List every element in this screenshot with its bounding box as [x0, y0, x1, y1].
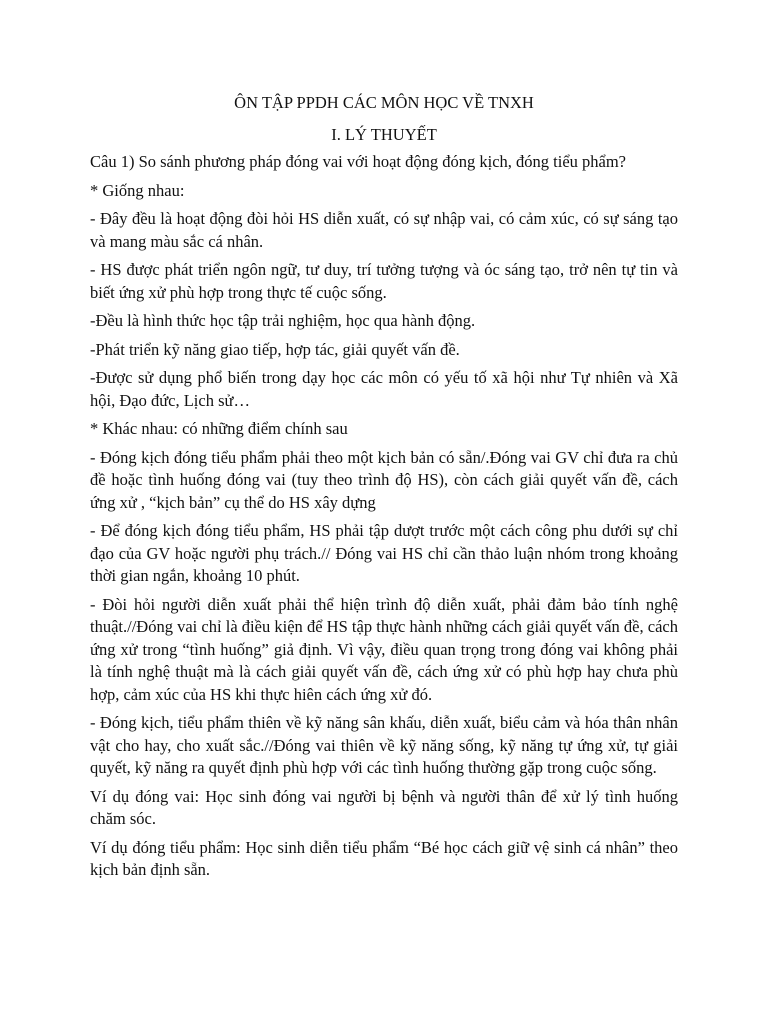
paragraph: -Được sử dụng phổ biến trong dạy học các môn có yếu tố xã hội như Tự nhiên và Xã hội, Đạo đức, Lịch sử… [90, 368, 678, 410]
document-title: ÔN TẬP PPDH CÁC MÔN HỌC VỀ TNXH [234, 93, 534, 112]
paragraph: - Để đóng kịch đóng tiểu phẩm, HS phải tập dượt trước một cách công phu dưới sự chỉ đạo của GV hoặc người phụ trách.// Đóng vai HS chỉ cần thảo luận nhóm trong khoảng thời gian ngắn, khoảng 10 phút. [90, 521, 678, 585]
example-roleplay: Ví dụ đóng vai: Học sinh đóng vai người bị bệnh và người thân để xử lý tình huống chăm sóc. [90, 786, 678, 828]
paragraph: - HS được phát triển ngôn ngữ, tư duy, trí tưởng tượng và óc sáng tạo, trở nên tự tin và biết ứng xử phù hợp trong thực tế cuộc sống. [90, 260, 678, 302]
document-page [90, 92, 678, 888]
paragraph: - Đòi hỏi người diễn xuất phải thể hiện trình độ diễn xuất, phải đảm bảo tính nghệ thuật.//Đóng vai chỉ là điều kiện để HS tập thực hành những cách giải quyết vấn đề, cách ứng xử trong “tình huống” giả định. Vì vậy, điều quan trọng trong đóng vai không phải là tính nghệ thuật mà là cách giải quyết vấn đề, cách ứng xử có phù hợp hay chưa phù hợp, cảm xúc của HS khi thực hiên cách ứng xử đó. [90, 594, 678, 704]
similarities-heading: * Giống nhau: [90, 180, 185, 200]
example-skit: Ví dụ đóng tiểu phẩm: Học sinh diễn tiểu phẩm “Bé học cách giữ vệ sinh cá nhân” theo kịch bản định sẵn. [90, 837, 678, 879]
paragraph: - Đóng kịch, tiểu phẩm thiên về kỹ năng sân khấu, diễn xuất, biểu cảm và hóa thân nhân vật cho hay, cho xuất sắc.//Đóng vai thiên về kỹ năng sống, kỹ năng tự ứng xử, tự giải quyết, kỹ năng ra quyết định phù hợp với các tình huống thường gặp trong cuộc sống. [90, 713, 678, 777]
paragraph: -Phát triển kỹ năng giao tiếp, hợp tác, giải quyết vấn đề. [90, 339, 460, 359]
paragraph: -Đều là hình thức học tập trải nghiệm, học qua hành động. [90, 311, 476, 330]
paragraph: - Đây đều là hoạt động đòi hỏi HS diễn xuất, có sự nhập vai, có cảm xúc, có sự sáng tạo và mang màu sắc cá nhân. [90, 209, 678, 251]
section-heading: I. LÝ THUYẾT [331, 125, 437, 144]
question-heading: Câu 1) So sánh phương pháp đóng vai với hoạt động đóng kịch, đóng tiểu phẩm? [90, 152, 626, 171]
paragraph: - Đóng kịch đóng tiểu phẩm phải theo một kịch bản có sẵn/.Đóng vai GV chỉ đưa ra chủ đề hoặc tình huống đóng vai (tuy theo trình độ HS), còn cách giải quyết vấn đề, cách ứng xử , “kịch bản” cụ thể do HS xây dựng [90, 447, 678, 512]
differences-heading: * Khác nhau: có những điểm chính sau [90, 419, 348, 438]
